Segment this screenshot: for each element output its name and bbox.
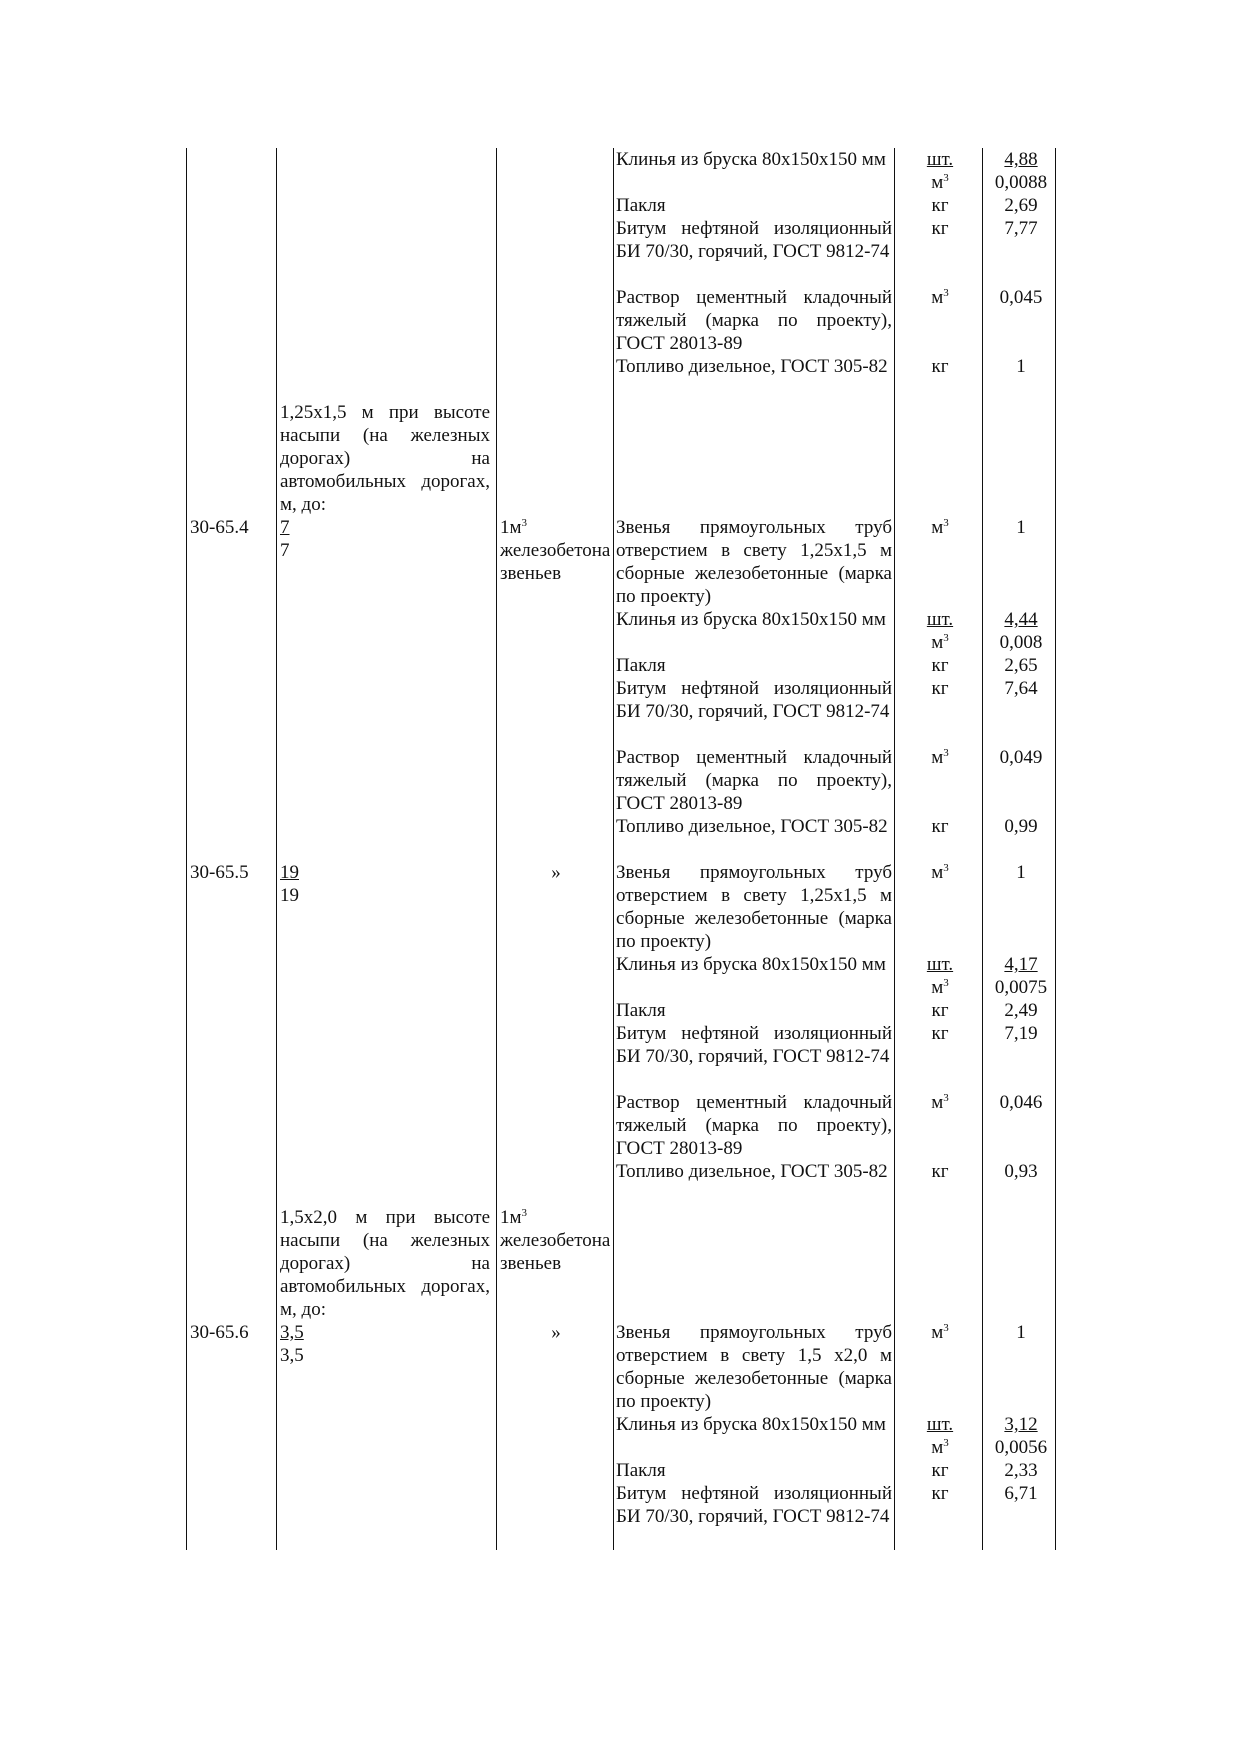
- resource-unit: [898, 999, 982, 1022]
- resource-unit: [898, 355, 982, 378]
- resource-unit: [898, 1160, 982, 1183]
- resource-unit-value: кг: [931, 218, 949, 239]
- resource-name: Топливо дизельное, ГОСТ 305-82: [616, 816, 888, 837]
- resource-name: Звенья прямоугольных труб отверстием в свету 1,5 x2,0 м сборные железобетонные (марка по проекту): [616, 1322, 892, 1412]
- height-limit: [280, 516, 490, 562]
- resource-unit-top: шт.: [926, 954, 954, 975]
- column-border: [613, 148, 614, 1550]
- column-border: [982, 148, 983, 1550]
- resource-quantity: 6,71: [1004, 1483, 1038, 1504]
- quantity-top: 4,88: [1004, 149, 1038, 170]
- column-border: [276, 148, 277, 1550]
- resource-quantity: 2,69: [1004, 195, 1038, 216]
- resource-unit: [898, 516, 982, 539]
- resource-name: Клинья из бруска 80x150x150 мм: [616, 1414, 886, 1435]
- height-limit-rail: 19: [280, 862, 299, 883]
- resource-unit: [898, 194, 982, 217]
- resource-quantity: 1: [1016, 1322, 1026, 1343]
- quantity-top: 4,17: [1004, 954, 1038, 975]
- resource-unit: [898, 815, 982, 838]
- column-border: [496, 148, 497, 1550]
- superscript: 3: [943, 1322, 949, 1334]
- resource-quantity: 1: [1016, 862, 1026, 883]
- resource-unit: [898, 148, 982, 194]
- resource-unit-value: $м^3$: [931, 517, 949, 538]
- superscript: 3: [943, 632, 949, 644]
- resource-quantity: 0,049: [999, 747, 1043, 768]
- height-limit-rail: 3,5: [280, 1322, 304, 1343]
- resource-quantity: [986, 608, 1056, 654]
- resource-unit: [898, 1091, 982, 1114]
- resource-unit-top: шт.: [926, 149, 954, 170]
- height-limit-road: 7: [280, 540, 290, 561]
- quantity-top: 3,12: [1004, 1414, 1038, 1435]
- resource-quantity: 0,93: [1004, 1161, 1038, 1182]
- resource-unit-top: шт.: [926, 609, 954, 630]
- resource-unit: [898, 286, 982, 309]
- resource-name: Звенья прямоугольных труб отверстием в свету 1,25x1,5 м сборные железобетонные (марка по проекту): [616, 862, 892, 952]
- work-description: 1,5x2,0 м при высоте насыпи (на железных дорогах) на автомобильных дорогах, м, до:: [280, 1207, 490, 1320]
- resource-name: Пакля: [616, 655, 666, 676]
- resource-name: Топливо дизельное, ГОСТ 305-82: [616, 356, 888, 377]
- resource-unit: [898, 1482, 982, 1505]
- superscript: 3: [943, 172, 949, 184]
- resource-unit: [898, 1321, 982, 1344]
- resource-quantity: 2,65: [1004, 655, 1038, 676]
- resource-name: Пакля: [616, 195, 666, 216]
- quantity-bottom: 0,0088: [994, 172, 1048, 193]
- resource-quantity: 1: [1016, 517, 1026, 538]
- resource-unit-bottom: $м^3$: [931, 977, 949, 998]
- superscript: 3: [943, 1092, 949, 1104]
- resource-unit-value: кг: [931, 1000, 949, 1021]
- resource-quantity: [986, 148, 1056, 194]
- height-limit-rail: 7: [280, 517, 290, 538]
- resource-unit-value: кг: [931, 1483, 949, 1504]
- norm-code: 30-65.5: [190, 862, 249, 883]
- resource-name: Битум нефтяной изоляционный БИ 70/30, горячий, ГОСТ 9812-74: [616, 1023, 892, 1067]
- resource-name: Битум нефтяной изоляционный БИ 70/30, горячий, ГОСТ 9812-74: [616, 218, 892, 262]
- measure-unit-subject: железобетона звеньев: [500, 540, 611, 584]
- resource-unit-value: кг: [931, 1161, 949, 1182]
- superscript: 3: [943, 517, 949, 529]
- resource-unit-value: кг: [931, 356, 949, 377]
- column-border: [894, 148, 895, 1550]
- quantity-bottom: 0,0056: [994, 1437, 1048, 1458]
- measure-unit: [500, 1206, 612, 1275]
- resource-quantity: 1: [1016, 356, 1026, 377]
- superscript: 3: [521, 1207, 528, 1219]
- ditto-mark: »: [551, 1322, 561, 1343]
- column-border: [186, 148, 187, 1550]
- measure-unit-value: $1м^3$: [500, 1207, 528, 1228]
- resource-unit: [898, 654, 982, 677]
- resource-unit-value: кг: [931, 1023, 949, 1044]
- resource-quantity: 0,046: [999, 1092, 1043, 1113]
- resource-unit: [898, 746, 982, 769]
- norm-code: 30-65.4: [190, 517, 249, 538]
- height-limit-road: 19: [280, 885, 299, 906]
- resource-unit: [898, 1022, 982, 1045]
- norms-table: [186, 148, 1056, 1550]
- norm-code: 30-65.6: [190, 1322, 249, 1343]
- resource-unit-value: $м^3$: [931, 287, 949, 308]
- resource-unit-value: кг: [931, 1460, 949, 1481]
- resource-unit-bottom: $м^3$: [931, 1437, 949, 1458]
- resource-unit-value: $м^3$: [931, 1092, 949, 1113]
- resource-unit-value: $м^3$: [931, 862, 949, 883]
- resource-quantity: 0,99: [1004, 816, 1038, 837]
- resource-unit: [898, 217, 982, 240]
- resource-name: Битум нефтяной изоляционный БИ 70/30, горячий, ГОСТ 9812-74: [616, 678, 892, 722]
- resource-name: Пакля: [616, 1460, 666, 1481]
- superscript: 3: [521, 517, 528, 529]
- superscript: 3: [943, 977, 949, 989]
- resource-quantity: 7,77: [1004, 218, 1038, 239]
- resource-unit: [898, 953, 982, 999]
- resource-name: Топливо дизельное, ГОСТ 305-82: [616, 1161, 888, 1182]
- superscript: 3: [943, 747, 949, 759]
- resource-quantity: 7,19: [1004, 1023, 1038, 1044]
- resource-name: Раствор цементный кладочный тяжелый (марка по проекту), ГОСТ 28013-89: [616, 747, 892, 814]
- resource-name: Раствор цементный кладочный тяжелый (марка по проекту), ГОСТ 28013-89: [616, 287, 892, 354]
- resource-unit-value: кг: [931, 195, 949, 216]
- quantity-bottom: 0,0075: [994, 977, 1048, 998]
- ditto-mark: »: [551, 862, 561, 883]
- resource-name: Клинья из бруска 80x150x150 мм: [616, 954, 886, 975]
- resource-unit: [898, 677, 982, 700]
- resource-name: Клинья из бруска 80x150x150 мм: [616, 149, 886, 170]
- resource-quantity: 2,49: [1004, 1000, 1038, 1021]
- resource-name: Звенья прямоугольных труб отверстием в свету 1,25x1,5 м сборные железобетонные (марка по проекту): [616, 517, 892, 607]
- work-description: 1,25x1,5 м при высоте насыпи (на железных дорогах) на автомобильных дорогах, м, до:: [280, 402, 490, 515]
- resource-unit-bottom: $м^3$: [931, 172, 949, 193]
- resource-name: Пакля: [616, 1000, 666, 1021]
- resource-unit-value: кг: [931, 678, 949, 699]
- resource-unit: [898, 861, 982, 884]
- resource-unit: [898, 1413, 982, 1459]
- measure-unit-value: $1м^3$: [500, 517, 528, 538]
- resource-unit-value: кг: [931, 655, 949, 676]
- quantity-bottom: 0,008: [999, 632, 1043, 653]
- resource-unit-top: шт.: [926, 1414, 954, 1435]
- resource-name: Раствор цементный кладочный тяжелый (марка по проекту), ГОСТ 28013-89: [616, 1092, 892, 1159]
- resource-unit-bottom: $м^3$: [931, 632, 949, 653]
- resource-quantity: 7,64: [1004, 678, 1038, 699]
- resource-name: Клинья из бруска 80x150x150 мм: [616, 609, 886, 630]
- measure-unit: [500, 516, 612, 585]
- superscript: 3: [943, 287, 949, 299]
- resource-name: Битум нефтяной изоляционный БИ 70/30, горячий, ГОСТ 9812-74: [616, 1483, 892, 1527]
- resource-unit-value: $м^3$: [931, 747, 949, 768]
- resource-unit: [898, 608, 982, 654]
- resource-quantity: 0,045: [999, 287, 1043, 308]
- superscript: 3: [943, 1437, 949, 1449]
- height-limit: [280, 861, 490, 907]
- height-limit-road: 3,5: [280, 1345, 304, 1366]
- resource-unit-value: кг: [931, 816, 949, 837]
- resource-quantity: [986, 1413, 1056, 1459]
- measure-unit-subject: железобетона звеньев: [500, 1230, 611, 1274]
- resource-unit-value: $м^3$: [931, 1322, 949, 1343]
- resource-unit: [898, 1459, 982, 1482]
- resource-quantity: [986, 953, 1056, 999]
- resource-quantity: 2,33: [1004, 1460, 1038, 1481]
- height-limit: [280, 1321, 490, 1367]
- superscript: 3: [943, 862, 949, 874]
- quantity-top: 4,44: [1004, 609, 1038, 630]
